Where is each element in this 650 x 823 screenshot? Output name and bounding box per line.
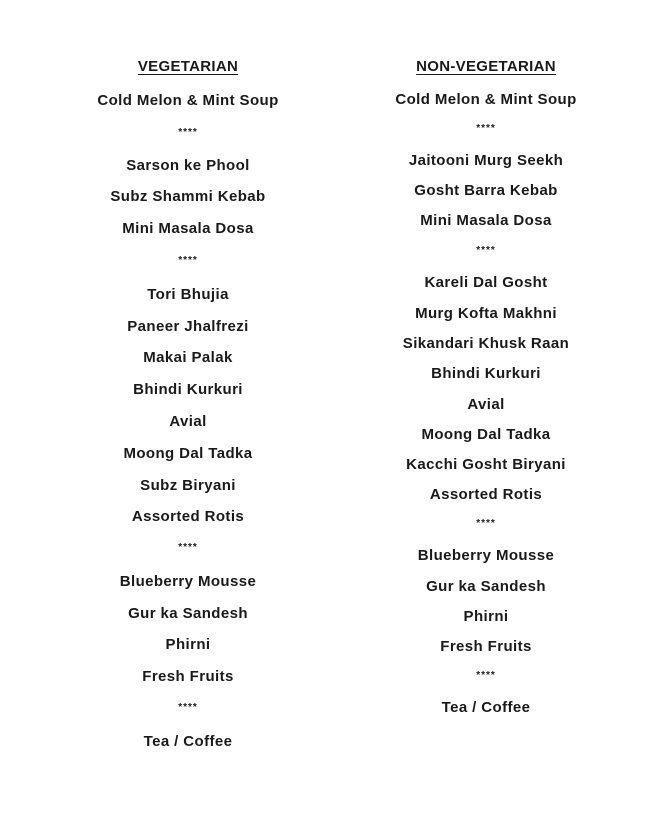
vegetarian-heading: VEGETARIAN	[137, 58, 239, 75]
nonveg-menu-item: Gur ka Sandesh	[426, 578, 546, 595]
veg-menu-item: Fresh Fruits	[142, 668, 234, 685]
nonveg-course-separator: ****	[476, 518, 496, 529]
nonveg-course-separator: ****	[476, 670, 496, 681]
nonveg-menu-item: Murg Kofta Makhni	[415, 305, 557, 322]
veg-menu-item: Avial	[169, 413, 207, 430]
veg-menu-item: Subz Shammi Kebab	[110, 188, 266, 205]
nonveg-menu-item: Kareli Dal Gosht	[424, 274, 548, 291]
nonveg-menu-item: Sikandari Khusk Raan	[402, 335, 570, 352]
veg-menu-item: Paneer Jhalfrezi	[127, 318, 249, 335]
veg-menu-item: Tea / Coffee	[143, 733, 233, 750]
nonveg-course-separator: ****	[476, 245, 496, 256]
veg-menu-item: Cold Melon & Mint Soup	[97, 92, 279, 109]
nonveg-menu-item: Blueberry Mousse	[417, 547, 555, 564]
nonveg-course-separator: ****	[476, 123, 496, 134]
nonveg-menu-item: Fresh Fruits	[440, 638, 532, 655]
nonveg-menu-item: Gosht Barra Kebab	[414, 182, 558, 199]
veg-menu-item: Assorted Rotis	[131, 508, 245, 525]
veg-menu-item: Gur ka Sandesh	[128, 605, 248, 622]
nonveg-menu-item: Avial	[467, 396, 505, 413]
nonveg-menu-item: Jaitooni Murg Seekh	[408, 152, 564, 169]
veg-menu-item: Blueberry Mousse	[119, 573, 257, 590]
veg-menu-item: Phirni	[165, 636, 211, 653]
veg-course-separator: ****	[178, 542, 198, 553]
veg-menu-item: Subz Biryani	[140, 477, 236, 494]
veg-menu-item: Mini Masala Dosa	[122, 220, 254, 237]
veg-menu-item: Makai Palak	[143, 349, 233, 366]
veg-menu-item: Sarson ke Phool	[126, 157, 250, 174]
nonveg-menu-item: Phirni	[463, 608, 509, 625]
nonveg-menu-item: Cold Melon & Mint Soup	[395, 91, 577, 108]
veg-menu-item: Bhindi Kurkuri	[133, 381, 243, 398]
non-vegetarian-heading: NON-VEGETARIAN	[416, 58, 556, 75]
nonveg-menu-item: Tea / Coffee	[441, 699, 531, 716]
veg-course-separator: ****	[178, 702, 198, 713]
nonveg-menu-item: Bhindi Kurkuri	[431, 365, 541, 382]
veg-course-separator: ****	[178, 127, 198, 138]
nonveg-menu-item: Kacchi Gosht Biryani	[406, 456, 566, 473]
nonveg-menu-item: Assorted Rotis	[429, 486, 543, 503]
nonveg-menu-item: Mini Masala Dosa	[420, 212, 552, 229]
veg-course-separator: ****	[178, 255, 198, 266]
veg-menu-item: Tori Bhujia	[147, 286, 229, 303]
veg-menu-item: Moong Dal Tadka	[123, 445, 253, 462]
nonveg-menu-item: Moong Dal Tadka	[421, 426, 551, 443]
